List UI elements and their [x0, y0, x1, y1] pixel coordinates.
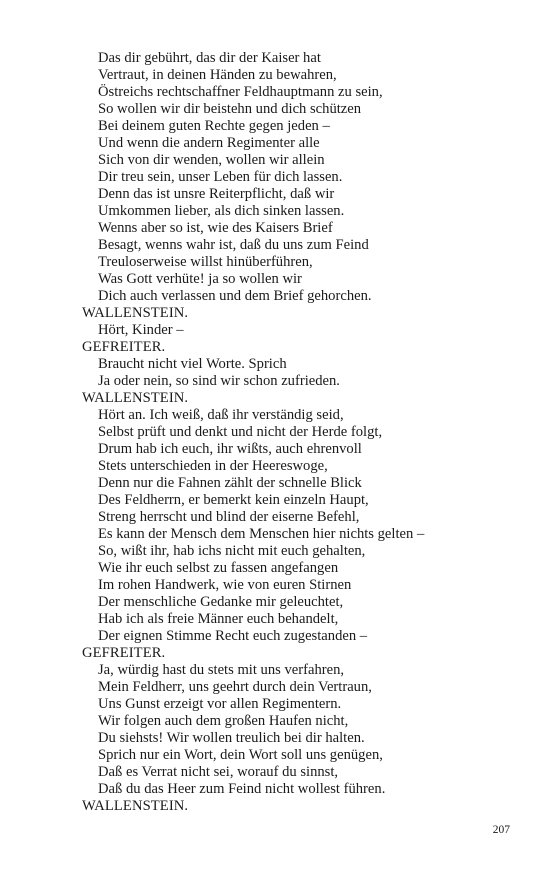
verse-line: Besagt, wenns wahr ist, daß du uns zum Feind — [98, 237, 369, 253]
verse-line: Ja, würdig hast du stets mit uns verfahren, — [98, 662, 345, 678]
verse-line: Der menschliche Gedanke mir geleuchtet, — [98, 594, 344, 610]
speaker-name: WALLENSTEIN. — [82, 390, 189, 406]
verse-line: Östreichs rechtschaffner Feldhauptmann zu sein, — [98, 84, 383, 100]
verse-line: Streng herrscht und blind der eiserne Befehl, — [98, 509, 360, 525]
verse-line: Bei deinem guten Rechte gegen jeden – — [98, 118, 330, 134]
verse-line: Umkommen lieber, als dich sinken lassen. — [98, 203, 345, 219]
verse-line: Hört an. Ich weiß, daß ihr verständig seid, — [98, 407, 344, 423]
speaker-name: WALLENSTEIN. — [82, 798, 189, 814]
verse-line: Daß es Verrat nicht sei, worauf du sinnst, — [98, 764, 339, 780]
verse-line: Der eignen Stimme Recht euch zugestanden – — [98, 628, 368, 644]
verse-line: Du siehsts! Wir wollen treulich bei dir halten. — [98, 730, 365, 746]
verse-line: Vertraut, in deinen Händen zu bewahren, — [98, 67, 337, 83]
verse-line: Selbst prüft und denkt und nicht der Herde folgt, — [98, 424, 383, 440]
speaker-name: GEFREITER. — [82, 339, 166, 355]
verse-line: Sich von dir wenden, wollen wir allein — [98, 152, 325, 168]
verse-line: Denn das ist unsre Reiterpflicht, daß wir — [98, 186, 335, 202]
verse-line: Treuloserweise willst hinüberführen, — [98, 254, 313, 270]
verse-line: Sprich nur ein Wort, dein Wort soll uns genügen, — [98, 747, 383, 763]
verse-line: Drum hab ich euch, ihr wißts, auch ehrenvoll — [98, 441, 362, 457]
verse-line: Daß du das Heer zum Feind nicht wollest führen. — [98, 781, 386, 797]
verse-line: So, wißt ihr, hab ichs nicht mit euch gehalten, — [98, 543, 366, 559]
verse-line: Hab ich als freie Männer euch behandelt, — [98, 611, 339, 627]
verse-line: Des Feldherrn, er bemerkt kein einzeln Haupt, — [98, 492, 369, 508]
verse-line: Stets unterschieden in der Heereswoge, — [98, 458, 328, 474]
verse-line: Wie ihr euch selbst zu fassen angefangen — [98, 560, 339, 576]
verse-line: Ja oder nein, so sind wir schon zufrieden. — [98, 373, 340, 389]
verse-line: Dir treu sein, unser Leben für dich lassen. — [98, 169, 343, 185]
verse-line: Und wenn die andern Regimenter alle — [98, 135, 320, 151]
verse-line: Das dir gebührt, das dir der Kaiser hat — [98, 50, 321, 66]
verse-line: Was Gott verhüte! ja so wollen wir — [98, 271, 302, 287]
verse-line: Dich auch verlassen und dem Brief gehorchen. — [98, 288, 372, 304]
verse-line: Wir folgen auch dem großen Haufen nicht, — [98, 713, 349, 729]
verse-line: Uns Gunst erzeigt vor allen Regimentern. — [98, 696, 342, 712]
verse-line: Im rohen Handwerk, wie von euren Stirnen — [98, 577, 352, 593]
speaker-name: GEFREITER. — [82, 645, 166, 661]
page-number: 207 — [492, 824, 510, 836]
verse-line: Hört, Kinder – — [98, 322, 184, 338]
verse-line: Braucht nicht viel Worte. Sprich — [98, 356, 287, 372]
verse-line: Wenns aber so ist, wie des Kaisers Brief — [98, 220, 333, 236]
verse-line: Denn nur die Fahnen zählt der schnelle Blick — [98, 475, 362, 491]
speaker-name: WALLENSTEIN. — [82, 305, 189, 321]
drama-text — [82, 50, 522, 815]
verse-line: Mein Feldherr, uns geehrt durch dein Vertraun, — [98, 679, 372, 695]
verse-line: Es kann der Mensch dem Menschen hier nichts gelten – — [98, 526, 425, 542]
verse-line: So wollen wir dir beistehn und dich schützen — [98, 101, 362, 117]
